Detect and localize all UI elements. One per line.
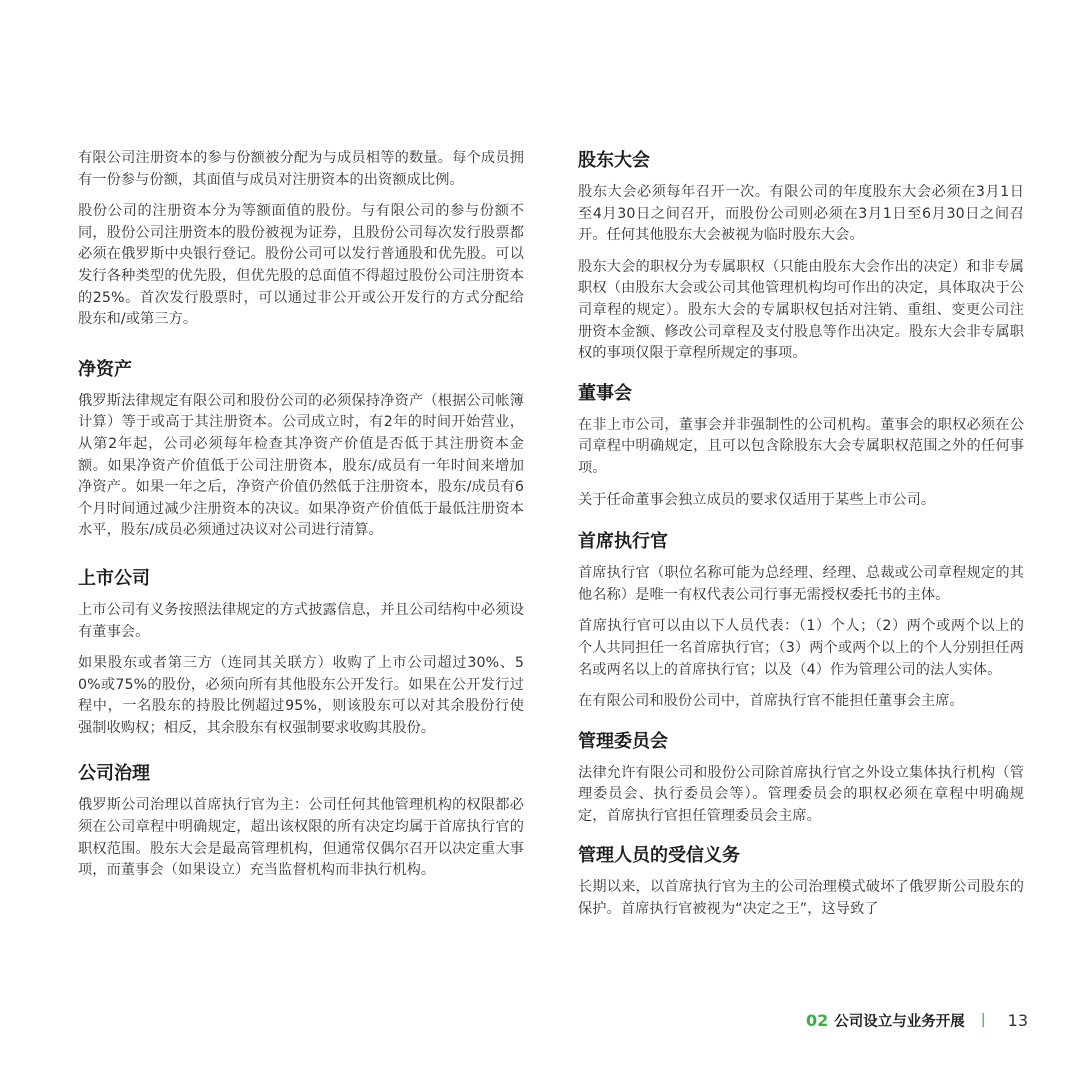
page-number: 13 xyxy=(1007,1010,1028,1030)
section-heading: 董事会 xyxy=(578,382,632,404)
section-heading: 管理人员的受信义务 xyxy=(578,845,740,867)
section-net-assets xyxy=(78,357,524,542)
section-heading: 上市公司 xyxy=(78,567,150,589)
section-management-board xyxy=(578,729,1024,828)
paragraph: 首席执行官（职位名称可能为总经理、经理、总裁或公司章程规定的其他名称）是唯一有权代表公司行事无需授权委托书的主体。 xyxy=(578,565,1024,603)
section-listed-companies xyxy=(78,566,524,740)
section-shareholders-meeting xyxy=(578,148,1024,365)
paragraph: 在有限公司和股份公司中，首席执行官不能担任董事会主席。 xyxy=(578,693,964,710)
section-heading: 净资产 xyxy=(78,358,132,380)
paragraph: 关于任命董事会独立成员的要求仅适用于某些上市公司。 xyxy=(578,491,936,508)
paragraph: 股东大会的职权分为专属职权（只能由股东大会作出的决定）和非专属职权（由股东大会或公司其他管理机构均可作出的决定，具体取决于公司章程的规定）。股东大会的专属职权包括对注销、重组、变更公司注册资本金额、修改公司章程及支付股息等作出决定。股东大会非专属职权的事项仅限于章程所规定的事项。 xyxy=(578,258,1024,362)
section-heading: 公司治理 xyxy=(78,763,150,785)
chapter-number: 02 xyxy=(805,1010,829,1030)
paragraph: 首席执行官可以由以下人员代表：（1）个人；（2）两个或两个以上的个人共同担任一名首席执行官；（3）两个或两个以上的个人分别担任两名或两名以上的首席执行官；以及（4）作为管理公司的法人实体。 xyxy=(578,618,1024,678)
paragraph: 俄罗斯公司治理以首席执行官为主：公司任何其他管理机构的权限都必须在公司章程中明确规定，超出该权限的所有决定均属于首席执行官的职权范围。股东大会是最高管理机构，但通常仅偶尔召开以决定重大事项，而董事会（如果设立）充当监督机构而非执行机构。 xyxy=(78,797,524,879)
section-corporate-governance xyxy=(78,761,524,881)
paragraph: 上市公司有义务按照法律规定的方式披露信息，并且公司结构中必须设有董事会。 xyxy=(78,601,524,640)
right-column xyxy=(578,148,1024,935)
page-footer xyxy=(806,1008,1028,1032)
paragraph: 股份公司的注册资本分为等额面值的股份。与有限公司的参与份额不同，股份公司注册资本的股份被视为证券，且股份公司每次发行股票都必须在俄罗斯中央银行登记。股份公司可以发行普通股和优先股。可以发行各种类型的优先股，但优先股的总面值不得超过股份公司注册资本的25%。首次发行股票时，可以通过非公开或公开发行的方式分配给股东和/或第三方。 xyxy=(78,203,524,328)
section-fiduciary-duties xyxy=(578,843,1024,920)
paragraph: 长期以来，以首席执行官为主的公司治理模式破坏了俄罗斯公司股东的保护。首席执行官被视为“决定之王”，这导致了 xyxy=(578,879,1024,918)
section-heading: 首席执行官 xyxy=(578,531,668,553)
paragraph: 股东大会必须每年召开一次。有限公司的年度股东大会必须在3月1日至4月30日之间召开，而股份公司则必须在3月1日至6月30日之间召开。任何其他股东大会被视为临时股东大会。 xyxy=(578,184,1024,244)
left-column xyxy=(78,148,524,896)
chapter-title: 公司设立与业务开展 xyxy=(834,1013,965,1030)
section-heading: 管理委员会 xyxy=(578,730,668,752)
paragraph: 如果股东或者第三方（连同其关联方）收购了上市公司超过30%、50%或75%的股份，必须向所有其他股东公开发行。如果在公开发行过程中，一名股东的持股比例超过95%，则该股东可以对其余股份行使强制收购权；相反，其余股东有权强制要求收购其股份。 xyxy=(78,655,524,736)
paragraph: 法律允许有限公司和股份公司除首席执行官之外设立集体执行机构（管理委员会、执行委员会等）。管理委员会的职权必须在章程中明确规定，首席执行官担任管理委员会主席。 xyxy=(578,764,1024,824)
paragraph: 有限公司注册资本的参与份额被分配为与成员相等的数量。每个成员拥有一份参与份额，其面值与成员对注册资本的出资额成比例。 xyxy=(78,150,524,188)
section-heading: 股东大会 xyxy=(578,150,650,171)
section-ceo xyxy=(578,529,1024,713)
section-board xyxy=(578,381,1024,511)
paragraph: 在非上市公司，董事会并非强制性的公司机构。董事会的职权必须在公司章程中明确规定，且可以包含除股东大会专属职权范围之外的任何事项。 xyxy=(578,416,1024,476)
paragraph: 俄罗斯法律规定有限公司和股份公司的必须保持净资产（根据公司帐簿计算）等于或高于其注册资本。公司成立时，有2年的时间开始营业，从第2年起，公司必须每年检查其净资产价值是否低于其注册资本金额。如果净资产价值低于公司注册资本，股东/成员有一年时间来增加净资产。如果一年之后，净资产价值仍然低于注册资本，股东/成员有6个月时间通过减少注册资本的决议。如果净资产价值低于最低注册资本水平，股东/成员必须通过决议对公司进行清算。 xyxy=(78,392,524,539)
footer-separator: | xyxy=(980,1012,986,1028)
